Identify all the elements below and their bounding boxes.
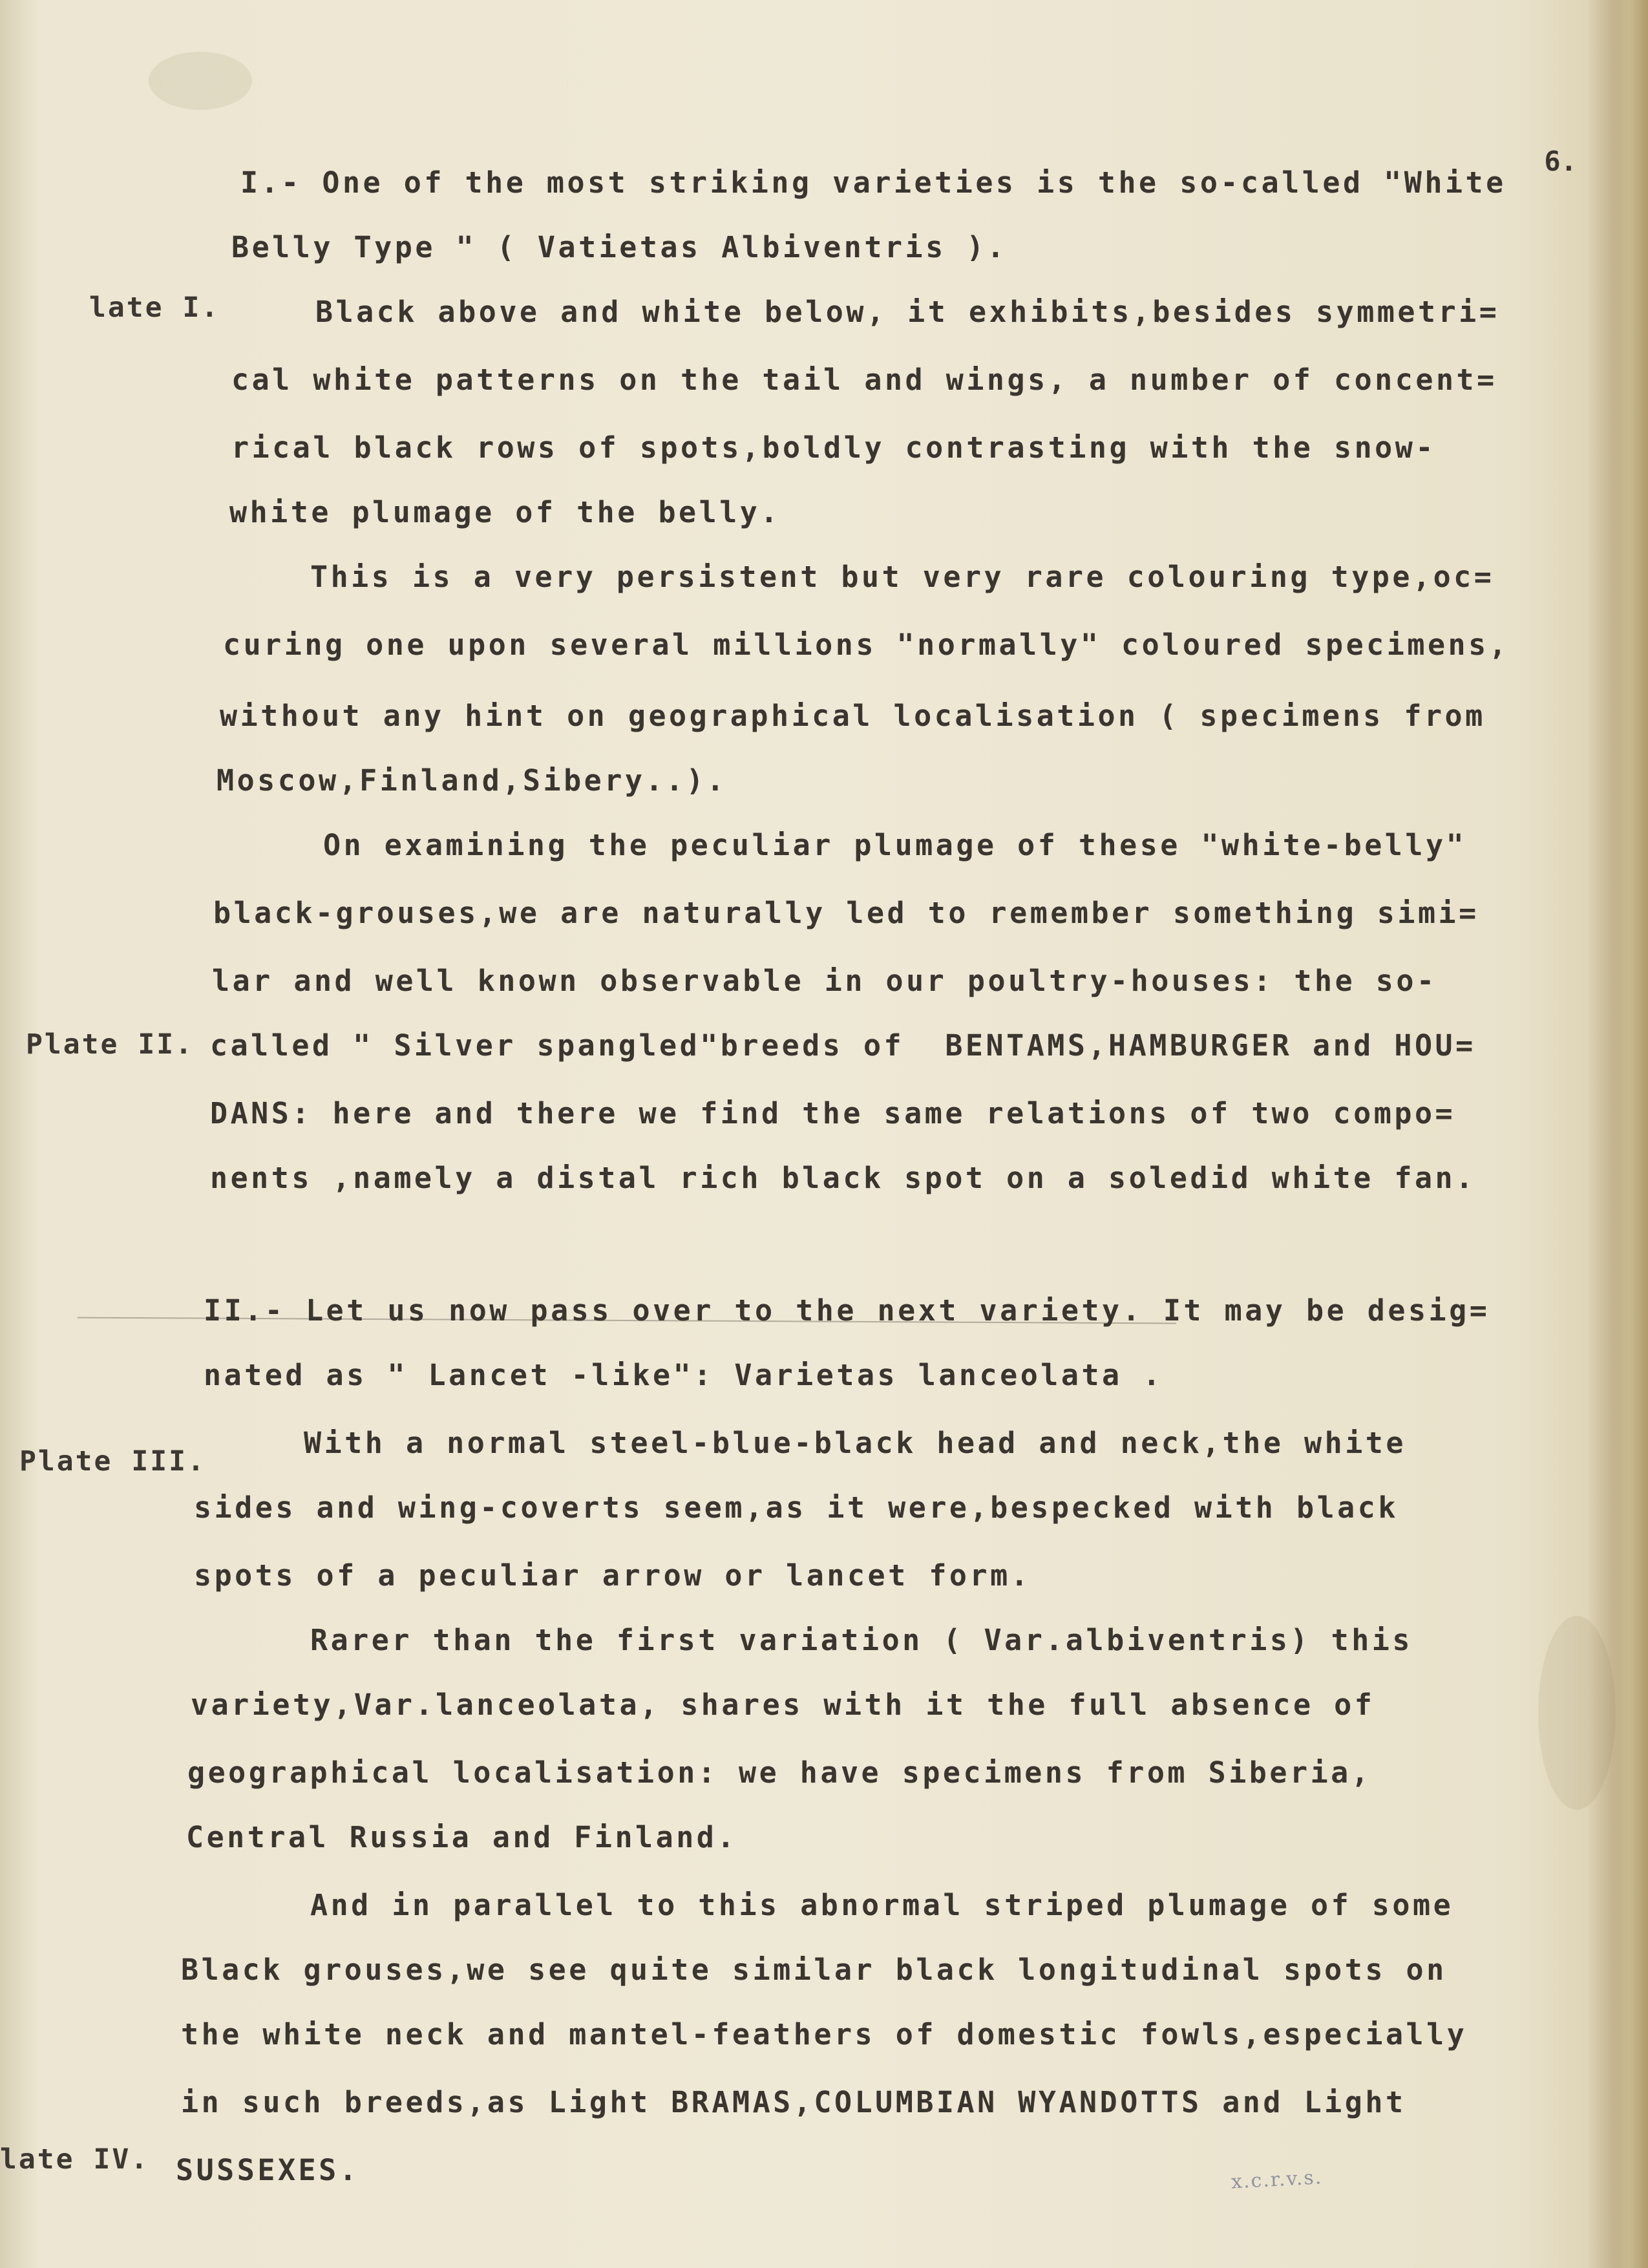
text-line: And in parallel to this abnormal striped plumage of some [310,1888,1454,1922]
text-line: nated as " Lancet -like": Varietas lanceolata . [204,1358,1163,1392]
ink-stamp: x.c.r.v.s. [1231,2166,1324,2194]
text-line: Belly Type " ( Vatietas Albiventris ). [231,230,1008,264]
paper-stain [1538,1616,1616,1810]
text-line: Black grouses,we see quite similar black longitudinal spots on [181,1953,1447,1987]
text-line: white plumage of the belly. [229,495,781,529]
text-line: cal white patterns on the tail and wings, a number of concent= [231,363,1497,397]
text-line: lar and well known observable in our poultry-houses: the so- [212,964,1437,998]
text-line: SUSSEXES. [176,2153,360,2187]
text-line: On examining the peculiar plumage of these "white-belly" [323,828,1467,862]
text-line: variety,Var.lanceolata, shares with it the full absence of [191,1688,1375,1722]
text-line: black-grouses,we are naturally led to remember something simi= [213,896,1479,930]
text-line: geographical localisation: we have specimens from Siberia, [187,1755,1372,1790]
text-line: DANS: here and there we find the same relations of two compo= [210,1096,1456,1130]
text-line: nents ,namely a distal rich black spot on a soledid white fan. [210,1161,1476,1195]
text-line: Moscow,Finland,Sibery..). [217,763,727,798]
margin-note-plate-2: Plate II. [26,1028,194,1061]
text-line: the white neck and mantel-feathers of domestic fowls,especially [181,2017,1468,2051]
text-line: rical black rows of spots,boldly contrasting with the snow- [231,430,1436,465]
text-line: With a normal steel-blue-black head and neck,the white [304,1426,1406,1460]
text-line: in such breeds,as Light BRAMAS,COLUMBIAN WYANDOTTS and Light [181,2085,1406,2119]
text-line: Rarer than the first variation ( Var.albiventris) this [310,1623,1413,1657]
margin-note-plate-4: late IV. [0,2143,150,2176]
text-line: spots of a peculiar arrow or lancet form. [194,1558,1031,1593]
text-line: II.- Let us now pass over to the next variety. It may be desig= [204,1293,1490,1328]
page-edge [1587,0,1648,2268]
text-line: called " Silver spangled"breeds of BENTAMS,HAMBURGER and HOU= [210,1028,1476,1063]
margin-note-plate-1: late I. [89,291,220,324]
text-line: This is a very persistent but very rare colouring type,oc= [310,560,1495,594]
page-number: 6. [1544,145,1577,177]
text-line: without any hint on geographical localisation ( specimens from [220,699,1486,733]
margin-note-plate-3: Plate III. [19,1445,206,1478]
text-line: I.- One of the most striking varieties is the so-called "White [240,165,1506,200]
text-line: curing one upon several millions "normally" coloured specimens, [223,628,1510,662]
paper-stain [149,52,252,110]
text-line: Central Russia and Finland. [186,1820,737,1854]
text-line: Black above and white below, it exhibits,besides symmetri= [315,295,1500,329]
text-line: sides and wing-coverts seem,as it were,bespecked with black [194,1490,1399,1525]
